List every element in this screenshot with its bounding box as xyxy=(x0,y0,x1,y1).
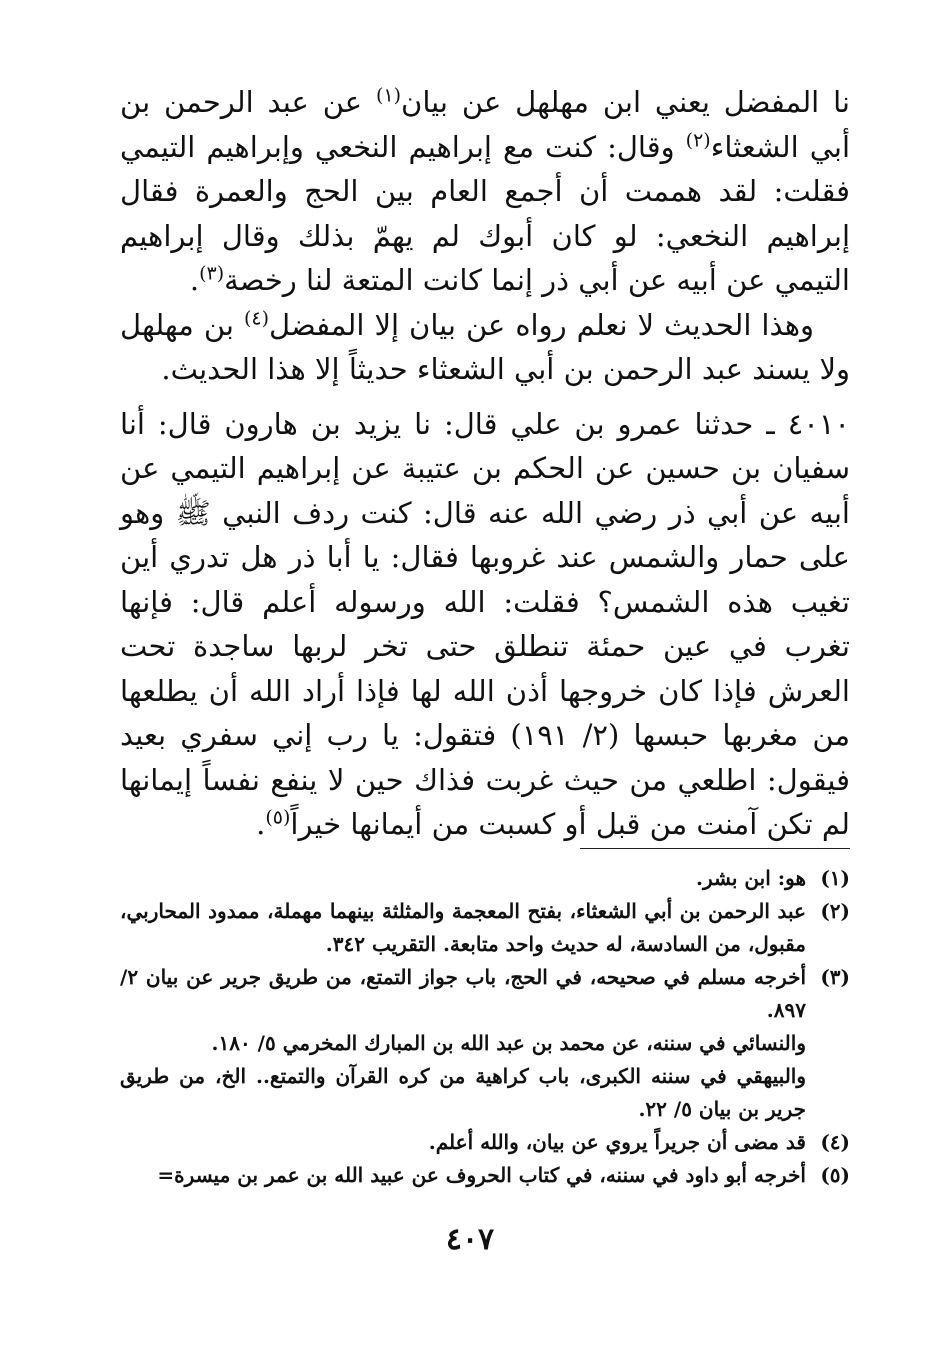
footnote-separator xyxy=(580,848,850,849)
footnote-number: (٢) xyxy=(820,899,850,923)
footnote-number: (١) xyxy=(820,866,850,890)
paragraph-1: نا المفضل يعني ابن مهلهل عن بيان$^{(١)}$ عن عبد الرحمن بن أبي الشعثاء$^{(٢)}$ وقال: كنت مع إبراهيم النخعي وإبراهيم التيمي فقلت: لقد هممت أن أجمع العام بين الحج والعمرة فقال إبراهيم النخعي: لو كان أبوك لم يهمّ بذلك وقال إبراهيم التيمي عن أبيه عن أبي ذر إنما كانت المتعة لنا رخصة$^{(٣)}$. xyxy=(120,84,851,297)
footnote-ref-5[interactable]: (٥) xyxy=(265,806,291,829)
footnote-text: أخرجه أبو داود في سننه، في كتاب الحروف عن عبيد الله بن عمر بن ميسرة= xyxy=(157,1163,806,1187)
footnote-number: (٣) xyxy=(820,965,850,989)
footnote-text: هو: ابن بشر. xyxy=(696,866,806,890)
paragraph-2: وهذا الحديث لا نعلم رواه عن بيان إلا المفضل$^{(٤)}$ بن مهلهل ولا يسند عبد الرحمن بن أبي الشعثاء حديثاً إلا هذا الحديث. xyxy=(120,306,850,386)
main-text xyxy=(120,80,850,847)
footnote-3 xyxy=(120,961,850,1126)
footnote-1 xyxy=(120,862,850,895)
footnote-text: عبد الرحمن بن أبي الشعثاء، بفتح المعجمة والمثلثة بينهما مهملة، ممدود المحاربي، مقبول، من السادسة، له حديث واحد متابعة. التقريب ٣٤٢. xyxy=(120,899,806,956)
footnote-ref-4[interactable]: (٤) xyxy=(243,306,270,329)
footnote-number: (٥) xyxy=(820,1163,850,1187)
footnote-ref-2[interactable]: (٢) xyxy=(685,128,711,151)
footnote-4 xyxy=(120,1126,850,1159)
footnote-number: (٤) xyxy=(820,1130,850,1154)
hadith-paragraph: ٤٠١٠ ـ حدثنا عمرو بن علي قال: نا يزيد بن هارون قال: أنا سفيان بن حسين عن الحكم بن عتيبة عن إبراهيم التيمي عن أبيه عن أبي ذر رضي الله عنه قال: كنت ردف النبي ﷺ وهو على حمار والشمس عند غروبها فقال: يا أبا ذر هل تدري أين تغيب هذه الشمس؟ فقلت: الله ورسوله أعلم قال: فإنها تغرب في عين حمئة تنطلق حتى تخر لربها ساجدة تحت العرش فإذا كان خروجها أذن الله لها فإذا أراد الله أن يطلعها من مغربها حبسها (٢/ ١٩١) فتقول: يا رب إني سفري بعيد فيقول: اطلعي من حيث غربت فذاك حين لا ينفع نفساً إيمانها لم تكن آمنت من قبل أو كسبت من أيمانها خيراً$^{(٥)}$. xyxy=(120,406,851,841)
footnote-text: أخرجه مسلم في صحيحه، في الحج، باب جواز التمتع، من طريق جرير عن بيان ٢/ ٨٩٧. xyxy=(120,965,806,1022)
footnote-ref-3[interactable]: (٣) xyxy=(199,262,225,285)
footnote-ref-1[interactable]: (١) xyxy=(375,84,402,107)
footnote-text: والبيهقي في سننه الكبرى، باب كراهية من كره القرآن والتمتع.. الخ، من طريق جرير بن بيان ٥/ ٢٢. xyxy=(120,1064,806,1121)
hadith-4010 xyxy=(120,402,850,847)
footnote-2 xyxy=(120,895,850,961)
footnote-text: والنسائي في سننه، عن محمد بن عبد الله بن المبارك المخرمي ٥/ ١٨٠. xyxy=(211,1031,806,1055)
footnote-5 xyxy=(120,1159,850,1192)
footnotes xyxy=(120,862,850,1192)
hadith-number: ٤٠١٠ ـ xyxy=(766,406,851,441)
footnote-text: قد مضى أن جريراً يروي عن بيان، والله أعلم. xyxy=(428,1130,806,1154)
page-number: ٤٠٧ xyxy=(445,1222,495,1257)
